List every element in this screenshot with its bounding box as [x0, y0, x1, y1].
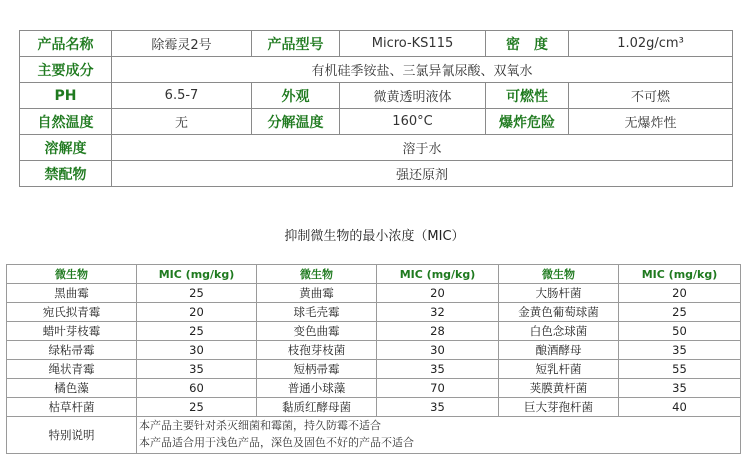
header-microbe: 微生物: [499, 265, 619, 284]
product-name-value: 除霉灵2号: [112, 31, 252, 57]
mic-value: 20: [377, 284, 499, 303]
density-value: 1.02g/cm³: [569, 31, 733, 57]
mic-value: 25: [137, 284, 257, 303]
microbe-name: 橘色藻: [7, 379, 137, 398]
incompatible-value: 强还原剂: [112, 161, 733, 187]
header-mic: MIC (mg/kg): [619, 265, 741, 284]
mic-value: 32: [377, 303, 499, 322]
mic-value: 28: [377, 322, 499, 341]
mic-value: 20: [137, 303, 257, 322]
microbe-name: 白色念球菌: [499, 322, 619, 341]
table-row: [7, 360, 741, 379]
solubility-label: 溶解度: [20, 135, 112, 161]
mic-value: 35: [137, 360, 257, 379]
product-spec-table: [19, 30, 733, 187]
mic-value: 35: [377, 360, 499, 379]
table-row: [7, 398, 741, 417]
note-line: 本产品适合用于浅色产品，深色及固色不好的产品不适合: [139, 436, 414, 449]
microbe-name: 蜡叶芽枝霉: [7, 322, 137, 341]
product-model-label: 产品型号: [252, 31, 340, 57]
explosion-hazard-value: 无爆炸性: [569, 109, 733, 135]
mic-value: 30: [137, 341, 257, 360]
microbe-name: 黑曲霉: [7, 284, 137, 303]
product-model-value: Micro-KS115: [340, 31, 486, 57]
header-microbe: 微生物: [257, 265, 377, 284]
table-row: [7, 379, 741, 398]
note-line: 本产品主要针对杀灭细菌和霉菌，持久防霉不适合: [139, 419, 381, 432]
mic-table: [6, 264, 741, 454]
spec-row-ph: [20, 83, 733, 109]
microbe-name: 荚膜黄杆菌: [499, 379, 619, 398]
mic-value: 55: [619, 360, 741, 379]
spec-row-solubility: [20, 135, 733, 161]
spec-row-temperature: [20, 109, 733, 135]
microbe-name: 枝孢芽枝菌: [257, 341, 377, 360]
mic-header-row: [7, 265, 741, 284]
microbe-name: 大肠杆菌: [499, 284, 619, 303]
incompatible-label: 禁配物: [20, 161, 112, 187]
microbe-name: 短乳杆菌: [499, 360, 619, 379]
microbe-name: 金黄色葡萄球菌: [499, 303, 619, 322]
natural-temp-label: 自然温度: [20, 109, 112, 135]
header-mic: MIC (mg/kg): [137, 265, 257, 284]
spec-row-name: [20, 31, 733, 57]
decomposition-temp-value: 160°C: [340, 109, 486, 135]
decomposition-temp-label: 分解温度: [252, 109, 340, 135]
microbe-name: 变色曲霉: [257, 322, 377, 341]
natural-temp-value: 无: [112, 109, 252, 135]
mic-value: 30: [377, 341, 499, 360]
special-note-text: [137, 417, 741, 454]
microbe-name: 普通小球藻: [257, 379, 377, 398]
mic-section-title: 抑制微生物的最小浓度（MIC）: [284, 229, 465, 244]
microbe-name: 绳状青霉: [7, 360, 137, 379]
spec-row-ingredients: [20, 57, 733, 83]
microbe-name: 宛氏拟青霉: [7, 303, 137, 322]
mic-value: 20: [619, 284, 741, 303]
mic-value: 25: [619, 303, 741, 322]
header-mic: MIC (mg/kg): [377, 265, 499, 284]
table-row: [7, 303, 741, 322]
microbe-name: 绿粘帚霉: [7, 341, 137, 360]
microbe-name: 巨大芽孢杆菌: [499, 398, 619, 417]
table-row: [7, 284, 741, 303]
microbe-name: 黄曲霉: [257, 284, 377, 303]
special-note-label: 特别说明: [7, 417, 137, 454]
ph-value: 6.5-7: [112, 83, 252, 109]
explosion-hazard-label: 爆炸危险: [486, 109, 569, 135]
flammability-value: 不可燃: [569, 83, 733, 109]
microbe-name: 球毛壳霉: [257, 303, 377, 322]
table-row: [7, 341, 741, 360]
mic-value: 35: [619, 341, 741, 360]
product-name-label: 产品名称: [20, 31, 112, 57]
microbe-name: 枯草杆菌: [7, 398, 137, 417]
solubility-value: 溶于水: [112, 135, 733, 161]
mic-value: 60: [137, 379, 257, 398]
mic-value: 40: [619, 398, 741, 417]
appearance-label: 外观: [252, 83, 340, 109]
density-label: 密 度: [486, 31, 569, 57]
flammability-label: 可燃性: [486, 83, 569, 109]
table-row: [7, 322, 741, 341]
ingredients-value: 有机硅季铵盐、三氯异氰尿酸、双氧水: [112, 57, 733, 83]
header-microbe: 微生物: [7, 265, 137, 284]
mic-value: 25: [137, 322, 257, 341]
mic-value: 50: [619, 322, 741, 341]
spec-row-incompatible: [20, 161, 733, 187]
ingredients-label: 主要成分: [20, 57, 112, 83]
microbe-name: 黏质红酵母菌: [257, 398, 377, 417]
microbe-name: 短柄帚霉: [257, 360, 377, 379]
mic-value: 70: [377, 379, 499, 398]
mic-value: 35: [619, 379, 741, 398]
mic-value: 35: [377, 398, 499, 417]
ph-label: PH: [20, 83, 112, 109]
special-note-row: [7, 417, 741, 454]
appearance-value: 微黄透明液体: [340, 83, 486, 109]
microbe-name: 酿酒酵母: [499, 341, 619, 360]
mic-value: 25: [137, 398, 257, 417]
